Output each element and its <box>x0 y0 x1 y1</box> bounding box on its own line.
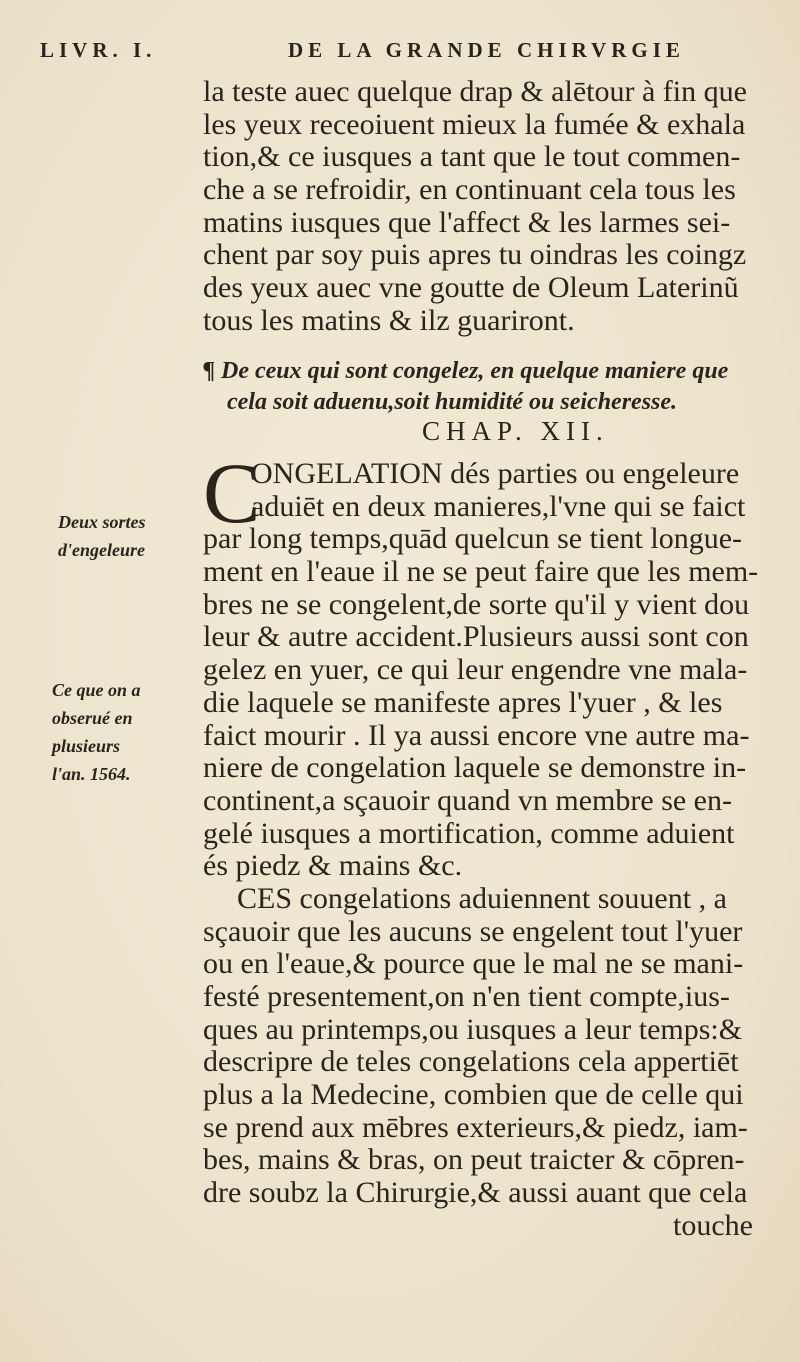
text-line: tous les matins & ilz guariront. <box>203 303 575 337</box>
text-line: gelé iusques a mortification, comme aduient <box>203 816 735 850</box>
text-line: gelez en yuer, ce qui leur engendre vne mala- <box>203 653 748 687</box>
text-line: se prend aux mēbres exterieurs,& piedz, iam- <box>203 1110 748 1144</box>
text-line: ment en l'eaue il ne se peut faire que les mem- <box>203 555 759 589</box>
running-head <box>40 28 780 68</box>
text-line: descripre de teles congelations cela appertiēt <box>203 1045 739 1079</box>
chapter-number: CHAP. XII. <box>422 416 609 446</box>
text-line: plus a la Medecine, combien que de celle qui <box>203 1078 744 1112</box>
text-line: la teste auec quelque drap & alētour à fin que <box>203 75 747 108</box>
margin-note-line: Ce que on a <box>52 680 141 700</box>
catchword: touche <box>673 1208 753 1242</box>
text-line: CES congelations aduiennent souuent , a <box>237 881 727 915</box>
running-head-title: DE LA GRANDE CHIRVRGIE <box>288 38 685 62</box>
margin-note-line: d'engeleure <box>58 540 145 560</box>
text-line: faict mourir . Il ya aussi encore vne autre ma- <box>203 718 750 752</box>
text-line: dre soubz la Chirurgie,& aussi auant que cela <box>203 1176 748 1210</box>
text-line: bes, mains & bras, on peut traicter & cōpren- <box>203 1143 745 1177</box>
drop-capital: C <box>203 445 261 541</box>
text-line: matins iusques que l'affect & les larmes sei- <box>203 205 731 239</box>
text-line: die laquele se manifeste apres l'yuer , & les <box>203 685 723 719</box>
text-line: tion,& ce iusques a tant que le tout commen- <box>203 140 741 174</box>
running-head-book: LIVR. I. <box>40 38 157 62</box>
text-line: festé presentement,on n'en tient compte,ius- <box>203 980 730 1013</box>
text-line: che a se refroidir, en continuant cela tous les <box>203 173 736 207</box>
margin-note-engeleure <box>58 508 146 564</box>
text-line: ques au printemps,ou iusques a leur temps:& <box>203 1012 743 1046</box>
heading-line: ¶ De ceux qui sont congelez, en quelque maniere que <box>203 358 729 384</box>
text-line: niere de congelation laquele se demonstre in- <box>203 751 747 785</box>
margin-note-line: obserué en <box>52 708 133 728</box>
chapter-heading <box>203 356 765 418</box>
text-line: des yeux auec vne goutte de Oleum Laterinũ <box>203 271 739 305</box>
text-line: ONGELATION dés parties ou engeleure <box>251 457 740 490</box>
text-line: bres ne se congelent,de sorte qu'il y vient dou <box>203 587 750 621</box>
text-line: ou en l'eaue,& pource que le mal ne se mani- <box>203 947 744 981</box>
text-line: leur & autre accident.Plusieurs aussi sont con <box>203 620 749 654</box>
main-paragraphs <box>203 445 765 1242</box>
text-line: és piedz & mains &c. <box>203 849 463 883</box>
margin-note-line: Deux sortes <box>58 512 146 532</box>
text-line: aduiēt en deux manieres,l'vne qui se faict <box>251 489 746 523</box>
text-line: les yeux receoiuent mieux la fumée & exhala <box>203 107 746 141</box>
margin-note-line: plusieurs <box>52 736 121 756</box>
text-line: chent par soy puis apres tu oindras les coingz <box>203 238 747 272</box>
text-line: sçauoir que les aucuns se engelent tout l'yuer <box>203 914 743 948</box>
text-line: par long temps,quād quelcun se tient longue- <box>203 522 743 556</box>
top-paragraph <box>203 76 765 338</box>
margin-note-observation <box>52 676 141 788</box>
heading-line: cela soit aduenu,soit humidité ou seicheresse. <box>227 389 678 415</box>
margin-note-line: l'an. 1564. <box>52 764 131 784</box>
text-line: continent,a sçauoir quand vn membre se en- <box>203 783 732 817</box>
